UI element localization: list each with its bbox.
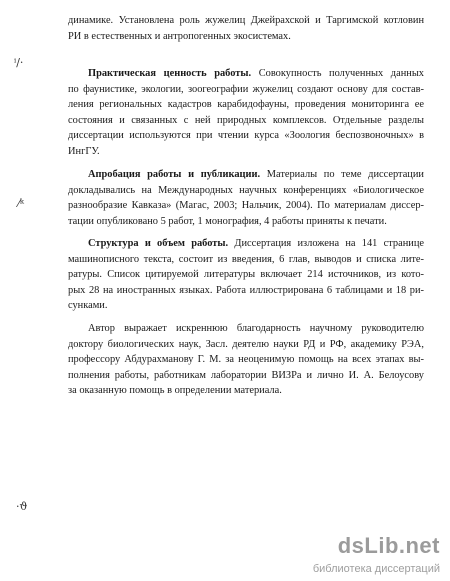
- paragraph-practical-value: [68, 66, 424, 160]
- margin-mark: ⁄ᵏ: [18, 197, 24, 210]
- watermark-logo: dsLib.net: [337, 533, 440, 558]
- text-line: Практическая ценность работы. Совокупность полученных данных: [88, 68, 424, 79]
- section-heading: Апробация работы и публикации.: [88, 169, 261, 180]
- text-line: докладывались на Международных научных конференциях «Биологическое: [68, 184, 424, 196]
- text-line: полнения работы, работникам лаборатории ВИЗРа и лично И. А. Белоусову: [68, 369, 424, 381]
- text-line: Апробация работы и публикации. Материалы по теме диссертации: [88, 169, 424, 180]
- paragraph-structure: [68, 236, 424, 314]
- watermark: [312, 533, 440, 579]
- section-heading: Структура и объем работы.: [88, 238, 229, 249]
- section-heading: Практическая ценность работы.: [88, 68, 252, 79]
- text-line: ратуры. Список цитируемой литературы включает 214 источников, из кото-: [68, 269, 424, 281]
- margin-mark: ·ϑ: [16, 500, 28, 513]
- text-line: диссертации используются при чтении курса «Зоология беспозвоночных» в: [68, 130, 424, 142]
- watermark-tagline: библиотека диссертаций: [312, 563, 440, 575]
- text-line: по фаунистике, экологии, зоогеографии жужелиц создают основу для состав-: [68, 83, 424, 95]
- text-line: доктору биологических наук, Засл. деятелю науки РД и РФ, академику РЭА,: [68, 338, 424, 350]
- text-line: ИнгГУ.: [68, 145, 100, 157]
- paragraph-acknowledgements: [68, 321, 424, 399]
- text-line: Структура и объем работы. Диссертация изложена на 141 странице: [88, 238, 424, 249]
- text-line: Автор выражает искреннюю благодарность научному руководителю: [88, 323, 424, 334]
- text-line: профессору Абдурахманову Г. М. за неоценимую помощь на всех этапах вы-: [68, 354, 424, 366]
- text-line: машинописного текста, состоит из введения, 6 глав, выводов и списка лите-: [68, 253, 424, 265]
- text-line: ления региональных кадастров карабидофауны, проведения мониторинга ее: [68, 99, 424, 111]
- text-line: состояния и связанных с ней природных комплексов. Отдельные разделы: [68, 114, 424, 126]
- text-line: сунками.: [68, 300, 108, 312]
- paragraph-continuation: [68, 13, 424, 44]
- text-line: разнообразие Кавказа» (Магас, 2003; Нальчик, 2004). По материалам диссер-: [68, 200, 424, 212]
- text-line: за оказанную помощь в определении материала.: [68, 385, 282, 397]
- text-line: РИ в естественных и антропогенных экосистемах.: [68, 30, 291, 42]
- text-line: тации опубликовано 5 работ, 1 монография, 4 работы приняты к печати.: [68, 215, 387, 227]
- text-line: динамике. Установлена роль жужелиц Джейрахской и Таргимской котловин: [68, 15, 424, 26]
- paragraph-approbation: [68, 167, 424, 229]
- text-line: рых 28 на иностранных языках. Работа иллюстрирована 6 таблицами и 18 ри-: [68, 284, 424, 296]
- margin-mark: ⁱ/·: [14, 56, 24, 69]
